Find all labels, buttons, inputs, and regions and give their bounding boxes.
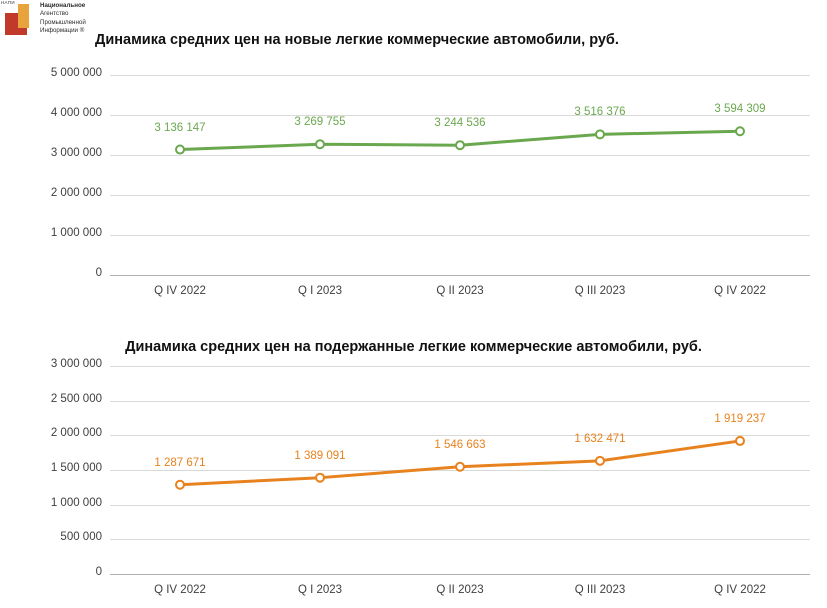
series-line <box>110 366 810 574</box>
y-axis-tick-label: 0 <box>95 267 102 279</box>
logo-line2: Агентство <box>40 10 69 18</box>
data-label: 1 287 671 <box>154 456 206 469</box>
x-axis-tick-label: Q IV 2022 <box>154 584 206 596</box>
y-axis-tick-label: 1 500 000 <box>50 462 102 474</box>
logo-line1: Национальное <box>40 2 86 9</box>
y-axis-tick-label: 2 000 000 <box>50 427 102 440</box>
data-point-marker <box>316 474 324 482</box>
logo-line3: Промышленной <box>40 18 86 26</box>
data-label: 3 269 755 <box>294 116 346 129</box>
x-axis-tick-label: Q IV 2022 <box>714 285 766 297</box>
y-axis-tick-label: 500 000 <box>60 531 102 544</box>
y-axis-tick-label: 0 <box>95 566 102 578</box>
x-axis-tick-label: Q IV 2022 <box>714 584 766 596</box>
data-point-marker <box>456 463 464 471</box>
y-axis-tick-label: 4 000 000 <box>50 107 102 119</box>
y-axis-tick-label: 1 000 000 <box>50 227 102 239</box>
data-label: 3 244 536 <box>434 117 486 130</box>
data-point-marker <box>456 141 464 149</box>
data-label: 1 632 471 <box>574 432 626 445</box>
x-axis-tick-label: Q I 2023 <box>297 584 343 596</box>
y-axis-tick-label: 2 000 000 <box>50 187 102 199</box>
x-axis-tick-label: Q III 2023 <box>574 285 626 297</box>
data-label: 1 919 237 <box>714 412 766 425</box>
chart-title: Динамика средних цен на новые легкие коммерческие автомобили, руб. <box>95 32 619 48</box>
data-label: 1 389 091 <box>294 449 346 462</box>
chart-used-lcv-prices <box>0 326 827 608</box>
y-axis-tick-label: 2 500 000 <box>50 392 102 405</box>
data-point-marker <box>176 146 184 154</box>
data-point-marker <box>736 437 744 445</box>
plot-area <box>50 358 810 596</box>
y-axis-tick-label: 1 000 000 <box>50 496 102 509</box>
data-label: 3 136 147 <box>154 121 206 134</box>
x-axis-tick-label: Q II 2023 <box>436 584 484 596</box>
x-axis-tick-label: Q I 2023 <box>297 285 343 297</box>
chart-title: Динамика средних цен на подержанные легкие коммерческие автомобили, руб. <box>125 339 702 355</box>
data-point-marker <box>596 130 604 138</box>
data-point-marker <box>176 481 184 489</box>
data-point-marker <box>736 127 744 135</box>
data-point-marker <box>596 457 604 465</box>
gridline <box>110 574 810 575</box>
plot-area <box>50 67 810 297</box>
gridline <box>110 275 810 276</box>
x-axis-tick-label: Q III 2023 <box>574 584 626 596</box>
data-label: 3 516 376 <box>574 106 626 119</box>
data-label: 1 546 663 <box>434 438 486 451</box>
x-axis-tick-label: Q IV 2022 <box>154 285 206 297</box>
logo-line4: Информации ® <box>40 26 85 34</box>
x-axis-tick-label: Q II 2023 <box>436 285 484 297</box>
data-point-marker <box>316 140 324 148</box>
chart-new-lcv-prices <box>0 20 827 320</box>
y-axis-tick-label: 3 000 000 <box>50 147 102 159</box>
data-label: 3 594 309 <box>714 103 766 116</box>
y-axis-tick-label: 3 000 000 <box>50 358 102 370</box>
y-axis-tick-label: 5 000 000 <box>50 67 102 79</box>
logo-napi-tag: НАПИ <box>1 0 15 5</box>
